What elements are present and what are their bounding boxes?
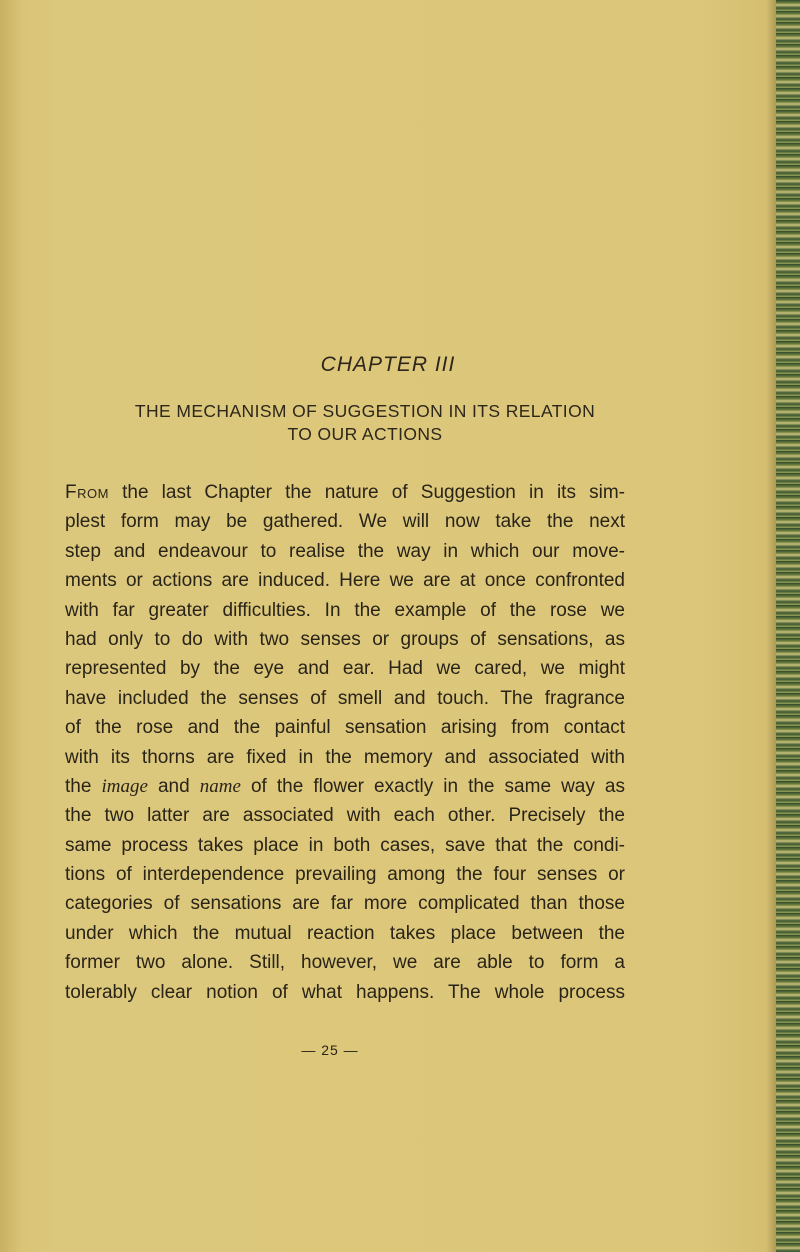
chapter-title: CHAPTER III xyxy=(320,353,456,376)
binding-shadow xyxy=(766,0,776,1252)
chapter-heading-line-1: THE MECHANISM OF SUGGESTION IN ITS RELATION xyxy=(134,401,596,421)
text-line: have included the senses of smell and touch. The fragrance xyxy=(65,687,625,709)
chapter-heading xyxy=(40,400,690,446)
text-line: From the last Chapter the nature of Suggestion in its sim- xyxy=(65,482,625,503)
text-line: plest form may be gathered. We will now take the next xyxy=(65,511,625,533)
text-line: had only to do with two senses or groups of sensations, as xyxy=(65,628,625,650)
italic-image: image xyxy=(101,775,148,797)
text-line: step and endeavour to realise the way in which our move- xyxy=(65,540,625,562)
body-paragraph xyxy=(65,478,625,1007)
text-line: tolerably clear notion of what happens. The whole process xyxy=(65,981,625,1003)
text-line: of the rose and the painful sensation arising from contact xyxy=(65,717,625,739)
opening-word: From xyxy=(65,482,109,503)
text-line: with far greater difficulties. In the example of the rose we xyxy=(65,599,625,621)
page-number: — 25 — xyxy=(301,1042,359,1058)
text-line: represented by the eye and ear. Had we cared, we might xyxy=(65,658,625,680)
text-line: the image and name of the flower exactly in the same way as xyxy=(65,775,625,797)
text-line: categories of sensations are far more complicated than those xyxy=(65,893,625,915)
text-line: under which the mutual reaction takes place between the xyxy=(65,922,625,944)
text-line: the two latter are associated with each other. Precisely the xyxy=(65,805,625,827)
text-line: former two alone. Still, however, we are able to form a xyxy=(65,952,625,974)
italic-name: name xyxy=(199,775,241,797)
text-line: tions of interdependence prevailing among the four senses or xyxy=(65,864,625,886)
text-line: with its thorns are fixed in the memory and associated with xyxy=(65,746,625,768)
chapter-heading-line-2: TO OUR ACTIONS xyxy=(287,424,443,444)
text-line: same process takes place in both cases, save that the condi- xyxy=(65,834,625,856)
text-line: ments or actions are induced. Here we are at once confronted xyxy=(65,570,625,592)
book-spine-edge xyxy=(776,0,800,1252)
